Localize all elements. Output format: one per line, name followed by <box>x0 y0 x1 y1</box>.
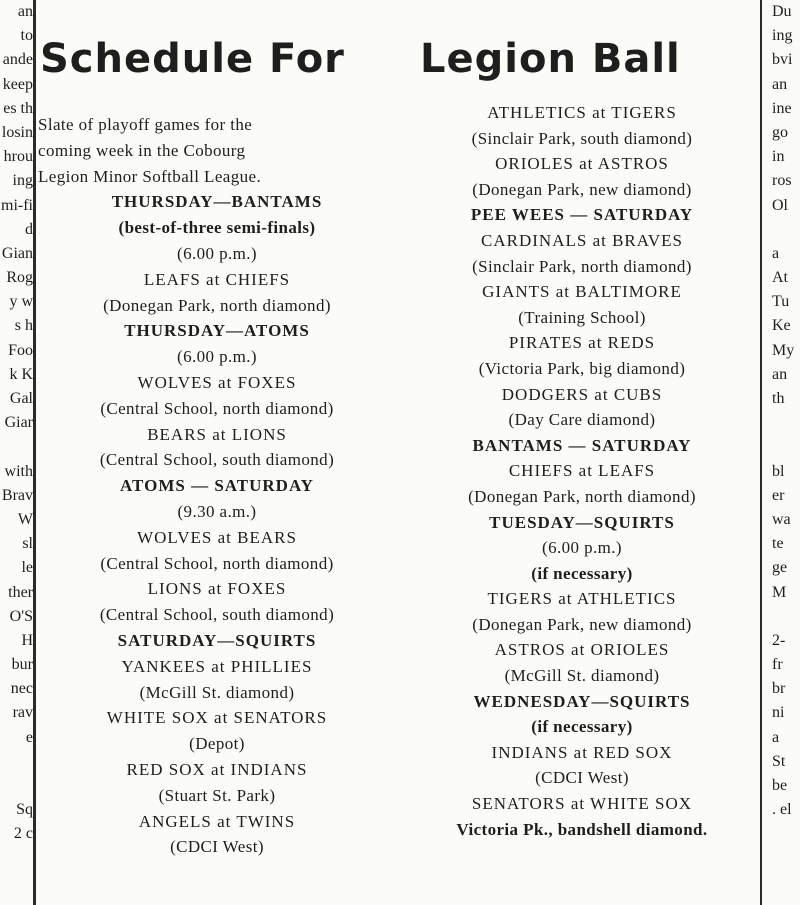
adjacent-text-fragment: be <box>772 777 788 794</box>
adjacent-text-fragment: Rog <box>6 269 33 287</box>
adjacent-text-fragment: ing <box>12 172 33 190</box>
adjacent-text-fragment: Gian <box>1 244 33 262</box>
adjacent-text-fragment: keep <box>2 75 33 93</box>
adjacent-text-fragment: bvi <box>772 51 793 69</box>
adjacent-text-fragment <box>772 435 800 459</box>
schedule-line: (Donegan Park, north diamond) <box>468 486 696 506</box>
schedule-line: ASTROS at ORIOLES <box>494 640 670 660</box>
article-headline <box>40 36 730 82</box>
adjacent-text-fragment: O'S <box>9 607 33 625</box>
schedule-line: (Day Care diamond) <box>508 410 656 430</box>
schedule-line: BEARS at LIONS <box>147 424 287 444</box>
schedule-line: Victoria Pk., bandshell diamond. <box>456 819 708 839</box>
schedule-line: (Donegan Park, new diamond) <box>472 179 692 199</box>
adjacent-text-fragment: nec <box>10 680 33 698</box>
adjacent-text-fragment: Foo <box>8 341 33 359</box>
schedule-line: (Sinclair Park, south diamond) <box>471 128 693 148</box>
schedule-line: (if necessary) <box>531 563 633 583</box>
schedule-line: (6.00 p.m.) <box>177 347 257 367</box>
adjacent-text-fragment <box>772 605 800 629</box>
schedule-line: SATURDAY—SQUIRTS <box>117 630 317 650</box>
schedule-line: CARDINALS at BRAVES <box>481 230 683 250</box>
adjacent-text-fragment: with <box>4 462 33 480</box>
adjacent-text-fragment: a <box>772 244 780 262</box>
adjacent-text-fragment: wa <box>772 510 791 528</box>
schedule-line: BANTAMS — SATURDAY <box>472 435 692 455</box>
schedule-line: ANGELS at TWINS <box>138 811 296 831</box>
schedule-line: (CDCI West) <box>535 768 629 788</box>
adjacent-text-fragment: an <box>772 365 788 383</box>
schedule-line: (Donegan Park, new diamond) <box>472 614 692 634</box>
adjacent-text-fragment: Giar <box>4 414 33 432</box>
schedule-line: (Central School, south diamond) <box>99 605 335 625</box>
schedule-line: Slate of playoff games for the <box>38 115 253 134</box>
adjacent-text-fragment: At <box>772 269 788 287</box>
adjacent-text-fragment: br <box>772 680 786 698</box>
adjacent-text-fragment: rav <box>12 704 33 722</box>
adjacent-text-fragment: Brav <box>1 486 33 504</box>
adjacent-text-fragment: losin <box>1 123 33 141</box>
adjacent-text-fragment: hrou <box>3 148 33 166</box>
schedule-line: (McGill St. diamond) <box>504 666 660 686</box>
adjacent-text-fragment: 2 c <box>13 825 33 843</box>
adjacent-column-right <box>772 0 800 822</box>
adjacent-text-fragment: Gal <box>9 390 33 407</box>
schedule-line: WOLVES at FOXES <box>137 372 297 392</box>
adjacent-text-fragment <box>0 774 33 798</box>
adjacent-column-left <box>0 0 33 847</box>
schedule-line: LIONS at FOXES <box>147 579 287 599</box>
schedule-line: (if necessary) <box>531 717 633 737</box>
schedule-line: THURSDAY—ATOMS <box>124 321 310 341</box>
adjacent-text-fragment: go <box>772 123 788 141</box>
adjacent-text-fragment: ine <box>772 99 792 117</box>
adjacent-text-fragment <box>0 750 33 774</box>
schedule-line: RED SOX at INDIANS <box>126 759 308 779</box>
schedule-line: (9.30 a.m.) <box>177 501 257 521</box>
adjacent-text-fragment: s h <box>14 317 33 335</box>
schedule-line: (Central School, north diamond) <box>100 553 334 573</box>
schedule-line: THURSDAY—BANTAMS <box>111 192 323 212</box>
adjacent-text-fragment: le <box>21 559 33 577</box>
schedule-line: (Stuart St. Park) <box>158 785 276 805</box>
schedule-line: PIRATES at REDS <box>508 333 656 353</box>
headline-part-2: Legion Ball <box>420 36 681 82</box>
headline-part-1: Schedule For <box>40 36 345 82</box>
adjacent-text-fragment: My <box>772 341 795 359</box>
schedule-line: (Victoria Park, big diamond) <box>478 358 686 378</box>
schedule-line: WEDNESDAY—SQUIRTS <box>473 691 691 711</box>
adjacent-text-fragment: e <box>25 728 33 746</box>
schedule-line: (Central School, north diamond) <box>100 398 334 418</box>
adjacent-text-fragment: M <box>772 583 787 601</box>
column-rule-right <box>760 0 762 905</box>
schedule-line: LEAFS at CHIEFS <box>143 269 291 289</box>
adjacent-text-fragment: es th <box>3 99 33 117</box>
adjacent-text-fragment: fr <box>772 656 783 674</box>
adjacent-text-fragment: sl <box>22 535 33 553</box>
adjacent-text-fragment: Ke <box>772 317 791 335</box>
adjacent-text-fragment: . el <box>772 801 792 819</box>
schedule-line: WOLVES at BEARS <box>137 527 297 547</box>
schedule-column-right <box>404 100 760 842</box>
schedule-line: WHITE SOX at SENATORS <box>106 708 328 728</box>
adjacent-text-fragment <box>772 411 800 435</box>
schedule-line: (Training School) <box>518 307 646 327</box>
schedule-line: Legion Minor Softball League. <box>38 166 262 186</box>
adjacent-text-fragment: Du <box>772 3 792 20</box>
adjacent-text-fragment: ther <box>8 583 33 601</box>
adjacent-text-fragment: in <box>772 148 785 166</box>
adjacent-text-fragment: ni <box>772 704 785 722</box>
adjacent-text-fragment: ande <box>2 51 33 69</box>
adjacent-text-fragment: W <box>17 510 33 528</box>
schedule-column-left <box>38 112 396 860</box>
schedule-line: (Central School, south diamond) <box>99 450 335 470</box>
schedule-line: (6.00 p.m.) <box>542 538 622 558</box>
adjacent-text-fragment: H <box>21 631 33 649</box>
schedule-line: ORIOLES at ASTROS <box>495 154 669 174</box>
schedule-line: YANKEES at PHILLIES <box>121 656 313 676</box>
schedule-line: (Donegan Park, north diamond) <box>103 295 331 315</box>
adjacent-text-fragment: Tu <box>772 293 790 311</box>
schedule-line: ATOMS — SATURDAY <box>120 476 314 496</box>
adjacent-text-fragment: k K <box>9 365 33 383</box>
schedule-line: coming week in the Cobourg <box>38 140 246 160</box>
adjacent-text-fragment: bur <box>11 656 33 674</box>
adjacent-text-fragment <box>0 435 33 459</box>
adjacent-text-fragment: Sq <box>16 801 33 819</box>
adjacent-text-fragment: te <box>772 535 784 553</box>
column-rule-left <box>33 0 36 905</box>
adjacent-text-fragment: ros <box>772 172 792 190</box>
schedule-line: (Sinclair Park, north diamond) <box>472 256 692 276</box>
adjacent-text-fragment: 2- <box>772 631 786 649</box>
schedule-line: CHIEFS at LEAFS <box>508 461 656 481</box>
adjacent-text-fragment: an <box>17 3 33 20</box>
schedule-line: PEE WEES — SATURDAY <box>470 205 694 225</box>
schedule-line: DODGERS at CUBS <box>501 384 663 404</box>
adjacent-text-fragment: d <box>25 220 33 238</box>
adjacent-text-fragment: bl <box>772 462 785 480</box>
adjacent-text-fragment: Ol <box>772 196 788 214</box>
schedule-line: (CDCI West) <box>170 837 264 857</box>
schedule-line: GIANTS at BALTIMORE <box>482 282 682 302</box>
adjacent-text-fragment: ing <box>772 27 793 45</box>
adjacent-text-fragment: mi-fi <box>1 196 33 214</box>
schedule-line: (6.00 p.m.) <box>177 243 257 263</box>
schedule-line: (McGill St. diamond) <box>139 682 295 702</box>
schedule-line: INDIANS at RED SOX <box>491 742 673 762</box>
adjacent-text-fragment: th <box>772 390 785 407</box>
adjacent-text-fragment: er <box>772 486 785 504</box>
adjacent-text-fragment: St <box>772 752 786 770</box>
schedule-line: SENATORS at WHITE SOX <box>471 794 693 814</box>
adjacent-text-fragment: a <box>772 728 780 746</box>
schedule-line: ATHLETICS at TIGERS <box>487 103 677 122</box>
adjacent-text-fragment: ge <box>772 559 788 577</box>
schedule-line: (best-of-three semi-finals) <box>118 218 316 238</box>
adjacent-text-fragment: y w <box>9 293 33 311</box>
schedule-line: TIGERS at ATHLETICS <box>487 589 677 609</box>
schedule-line: (Depot) <box>189 734 245 754</box>
adjacent-text-fragment: to <box>20 27 33 45</box>
adjacent-text-fragment: an <box>772 75 788 93</box>
adjacent-text-fragment <box>772 218 800 242</box>
schedule-line: TUESDAY—SQUIRTS <box>489 512 675 532</box>
